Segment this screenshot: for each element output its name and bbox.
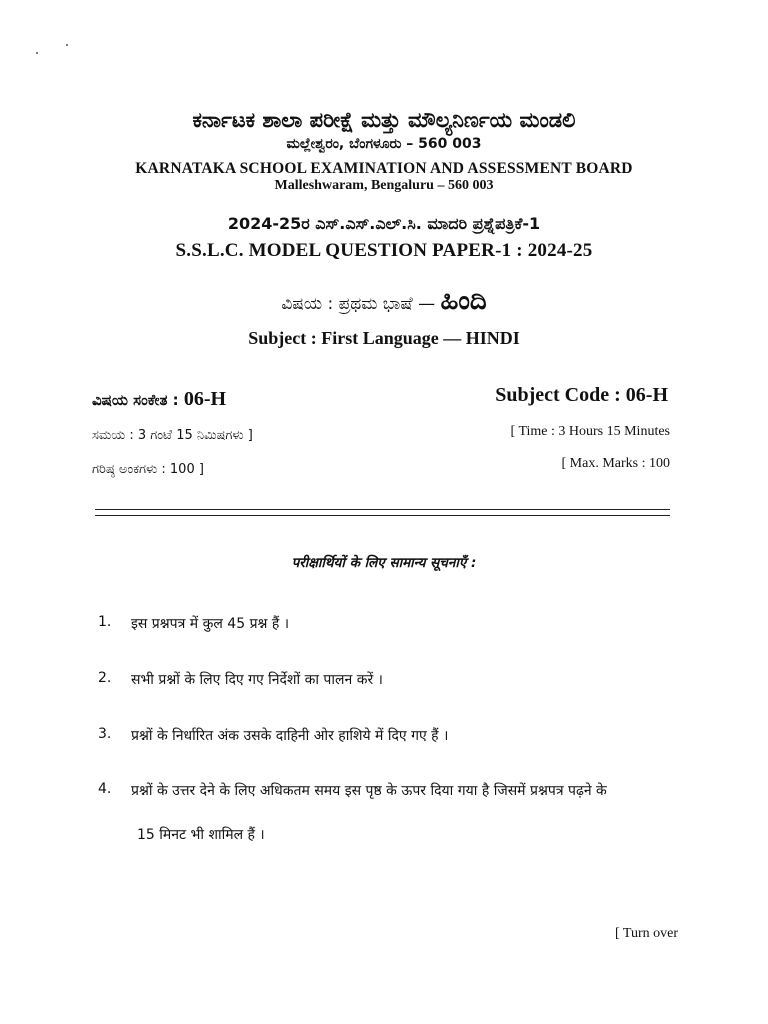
- instruction-text: सभी प्रश्नों के लिए दिए गए निर्देशों का पालन करें ।: [131, 672, 383, 688]
- turn-over-note: [ Turn over: [614, 926, 678, 941]
- scan-speck: [66, 44, 68, 46]
- subject-english: Subject : First Language — HINDI: [248, 328, 520, 348]
- board-address-kannada: ಮಲ್ಲೇಶ್ವರಂ, ಬೆಂಗಳೂರು – 560 003: [286, 136, 482, 152]
- instruction-text-continuation: 15 मिनट भी शामिल हैं ।: [137, 827, 265, 843]
- instruction-number: 2.: [98, 670, 112, 686]
- subject-kannada-prefix: ವಿಷಯ : ಪ್ರಥಮ ಭಾಷೆ —: [281, 294, 441, 314]
- instruction-number: 4.: [98, 781, 112, 797]
- subject-code-value: 06-H: [183, 388, 227, 410]
- board-name-english: KARNATAKA SCHOOL EXAMINATION AND ASSESSMENT BOARD: [135, 160, 633, 177]
- max-marks-english: [ Max. Marks : 100: [561, 456, 670, 471]
- subject-code-kannada: [92, 388, 226, 411]
- subject-code-kannada-label: ವಿಷಯ ಸಂಕೇತ :: [92, 391, 184, 409]
- time-english: [ Time : 3 Hours 15 Minutes: [510, 424, 670, 439]
- subject-kannada-name: ಹಿಂದಿ: [440, 286, 487, 316]
- paper-title-kannada: 2024-25ರ ಎಸ್.ಎಸ್.ಎಲ್.ಸಿ. ಮಾದರಿ ಪ್ರಶ್ನೆಪತ್ರಿಕೆ-1: [227, 214, 541, 233]
- scan-speck: [36, 52, 38, 54]
- max-marks-kannada: ಗರಿಷ್ಠ ಅಂಕಗಳು : 100 ]: [92, 462, 204, 477]
- instruction-text: प्रश्नों के निर्धारित अंक उसके दाहिनी ओर हाशिये में दिए गए हैं ।: [131, 728, 449, 744]
- time-kannada: ಸಮಯ : 3 ಗಂಟೆ 15 ನಿಮಿಷಗಳು ]: [92, 428, 253, 443]
- board-name-kannada: ಕರ್ನಾಟಕ ಶಾಲಾ ಪರೀಕ್ಷೆ ಮತ್ತು ಮೌಲ್ಯನಿರ್ಣಯ ಮಂಡಲಿ: [192, 108, 576, 132]
- subject-kannada: [0, 286, 768, 317]
- instruction-number: 1.: [98, 614, 112, 630]
- divider-line: [95, 515, 670, 516]
- instruction-text: प्रश्नों के उत्तर देने के लिए अधिकतम समय इस पृष्ठ के ऊपर दिया गया है जिसमें प्रश्नपत्र पढ़ने के: [131, 783, 607, 799]
- divider-line: [95, 509, 670, 510]
- instructions-heading: परीक्षार्थियों के लिए सामान्य सूचनाएँ :: [291, 555, 477, 571]
- paper-title-english: S.S.L.C. MODEL QUESTION PAPER-1 : 2024-25: [175, 240, 593, 261]
- instruction-text: इस प्रश्नपत्र में कुल 45 प्रश्न हैं ।: [131, 616, 290, 632]
- instruction-number: 3.: [98, 726, 112, 742]
- subject-code-english: Subject Code : 06-H: [495, 384, 668, 406]
- board-address-english: Malleshwaram, Bengaluru – 560 003: [274, 178, 494, 193]
